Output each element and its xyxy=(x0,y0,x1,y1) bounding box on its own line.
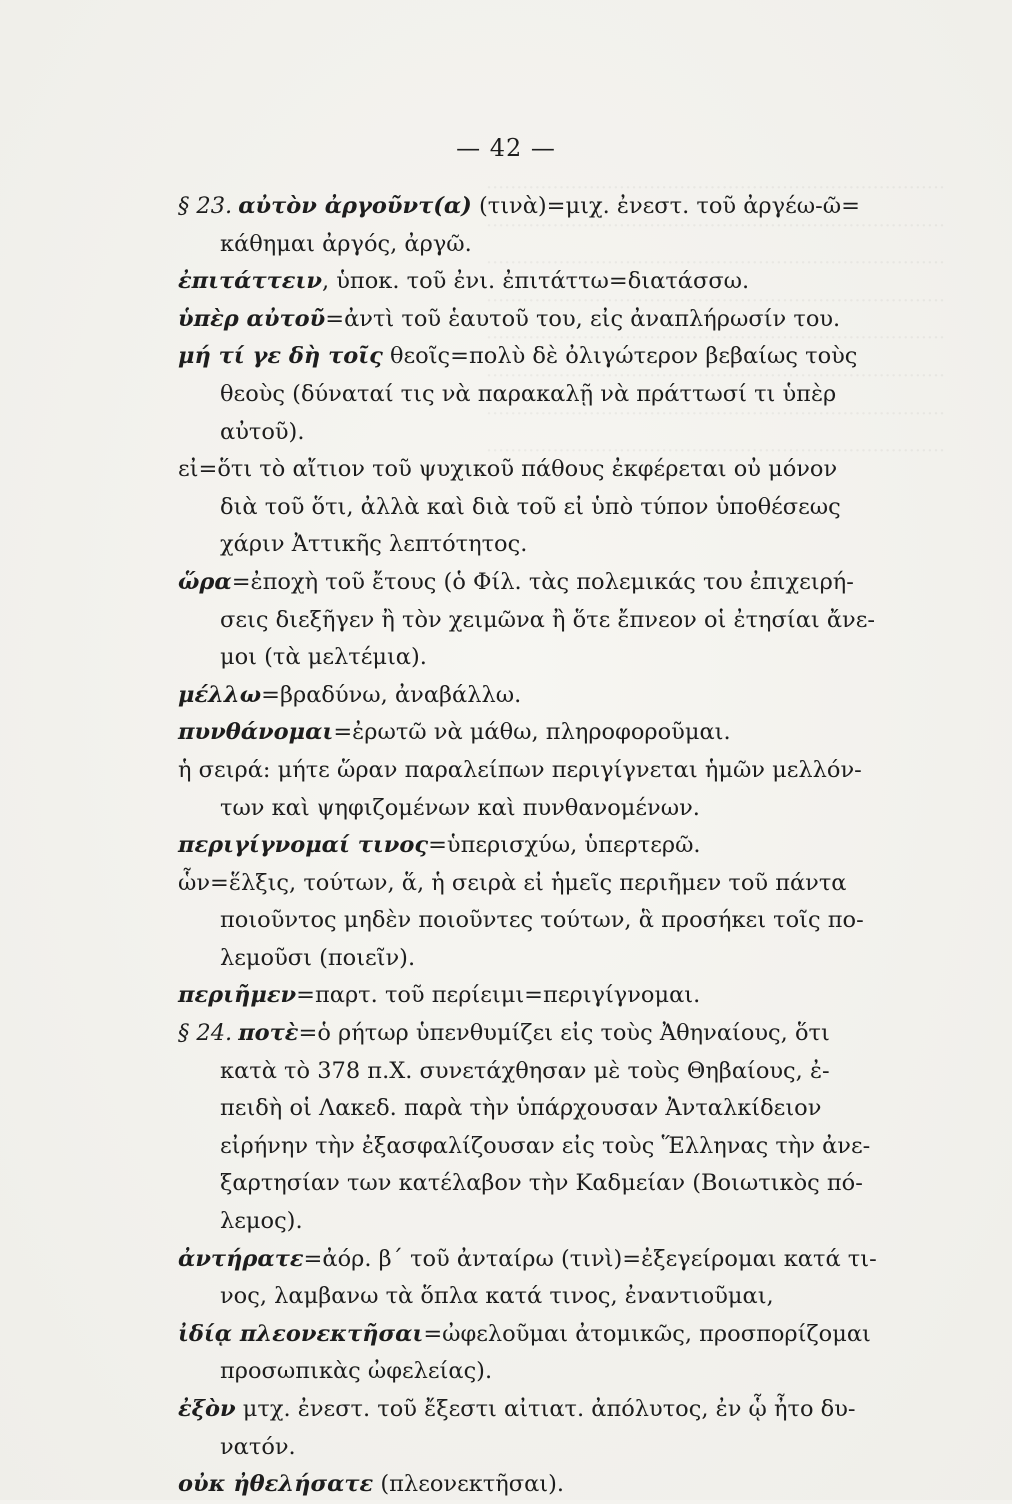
text-line xyxy=(178,263,938,301)
text-line xyxy=(178,865,938,903)
text-line xyxy=(178,752,938,790)
gloss-text: ποιοῦντος μηδὲν ποιοῦντες τούτων, ἃ προσήκει τοῖς πο- xyxy=(220,907,864,934)
gloss-text: θεοῖς=πολὺ δὲ ὀλιγώτερον βεβαίως τοὺς xyxy=(382,343,858,370)
lemma: ὥρα xyxy=(178,568,232,595)
text-line xyxy=(178,564,938,602)
text-line xyxy=(178,827,938,865)
lemma: περιγίγνομαί τινος xyxy=(178,832,429,859)
section-marker: § 24. xyxy=(178,1020,233,1047)
page-number: — 42 — xyxy=(456,134,556,162)
text-line xyxy=(178,902,938,940)
lemma: ἐπιτάττειν xyxy=(178,268,322,295)
text-line xyxy=(178,1466,938,1504)
text-line xyxy=(178,1203,938,1241)
text-line xyxy=(178,940,938,978)
text-line xyxy=(178,1278,938,1316)
gloss-text: σεις διεξῆγεν ἢ τὸν χειμῶνα ἢ ὅτε ἔπνεον οἱ ἐτησίαι ἄνε- xyxy=(220,606,875,633)
text-line xyxy=(178,790,938,828)
text-line xyxy=(178,188,938,226)
lemma: μή τί γε δὴ τοῖς xyxy=(178,343,383,370)
text-line xyxy=(178,1165,938,1203)
text-line xyxy=(178,1429,938,1467)
text-line xyxy=(178,226,938,264)
gloss-text: =ὠφελοῦμαι ἀτομικῶς, προσπορίζομαι xyxy=(423,1320,871,1347)
lemma: αὐτὸν ἀργοῦντ(α) xyxy=(238,193,472,219)
gloss-text: μτχ. ἐνεστ. τοῦ ἔξεστι αἰτιατ. ἀπόλυτος, ἐν ᾧ ἦτο δυ- xyxy=(235,1396,856,1422)
gloss-text: =ὁ ρήτωρ ὑπενθυμίζει εἰς τοὺς Ἀθηναίους, ὅτι xyxy=(298,1020,830,1047)
gloss-text: νατόν. xyxy=(220,1433,296,1460)
text-line xyxy=(178,1090,938,1128)
text-line xyxy=(178,451,938,489)
text-line xyxy=(178,414,938,452)
gloss-text: ὧν=ἕλξις, τούτων, ἅ, ἡ σειρὰ εἰ ἡμεῖς περιῆμεν τοῦ πάντα xyxy=(178,869,847,896)
gloss-text: ξαρτησίαν των κατέλαβον τὴν Καδμείαν (Βοιωτικὸς πό- xyxy=(220,1170,863,1197)
gloss-text: =ἐποχὴ τοῦ ἔτους (ὁ Φίλ. τὰς πολεμικάς του ἐπιχειρή- xyxy=(231,568,854,595)
text-line xyxy=(178,489,938,527)
gloss-text: πειδὴ οἱ Λακεδ. παρὰ τὴν ὑπάρχουσαν Ἀνταλκίδειον xyxy=(220,1095,822,1122)
text-line xyxy=(178,1015,938,1053)
gloss-text: νος, λαμβανω τὰ ὅπλα κατά τινος, ἐναντιοῦμαι, xyxy=(220,1283,774,1310)
text-line xyxy=(178,1353,938,1391)
text-line xyxy=(178,338,938,376)
gloss-text: =ἐρωτῶ νὰ μάθω, πληροφοροῦμαι. xyxy=(333,719,731,746)
gloss-text: (πλεονεκτῆσαι). xyxy=(373,1471,565,1498)
gloss-text: χάριν Ἀττικῆς λεπτότητος. xyxy=(220,531,528,558)
gloss-text: , ὑποκ. τοῦ ἐνι. ἐπιτάττω=διατάσσω. xyxy=(321,268,750,295)
gloss-text: διὰ τοῦ ὅτι, ἀλλὰ καὶ διὰ τοῦ εἰ ὑπὸ τύπον ὑποθέσεως xyxy=(220,493,841,520)
lemma: μέλλω xyxy=(178,681,262,708)
text-line xyxy=(178,1053,938,1091)
gloss-text: =βραδύνω, ἀναβάλλω. xyxy=(261,681,522,708)
text-line xyxy=(178,714,938,752)
text-line xyxy=(178,639,938,677)
gloss-text: ἡ σειρά: μήτε ὥραν παραλείπων περιγίγνεται ἡμῶν μελλόν- xyxy=(178,756,862,783)
commentary-text xyxy=(178,188,938,1504)
text-line xyxy=(178,1316,938,1354)
text-line xyxy=(178,526,938,564)
gloss-text: =παρτ. τοῦ περίειμι=περιγίγνομαι. xyxy=(296,982,701,1009)
text-line xyxy=(178,1241,938,1279)
text-line xyxy=(178,602,938,640)
lemma: περιῆμεν xyxy=(178,982,297,1009)
gloss-text: =ἀόρ. β΄ τοῦ ἀνταίρω (τινὶ)=ἐξεγείρομαι κατά τι- xyxy=(303,1245,877,1272)
lemma: ἐξὸν xyxy=(178,1396,236,1422)
lemma: πυνθάνομαι xyxy=(178,719,334,746)
gloss-text: λεμοῦσι (ποιεῖν). xyxy=(220,944,416,971)
lemma: ποτὲ xyxy=(238,1020,299,1047)
gloss-text: =ὑπερισχύω, ὑπερτερῶ. xyxy=(428,832,701,859)
section-marker: § 23. xyxy=(178,193,233,219)
text-line xyxy=(178,1391,938,1429)
text-line xyxy=(178,376,938,414)
gloss-text: αὐτοῦ). xyxy=(220,418,305,445)
text-line xyxy=(178,677,938,715)
lemma: ὑπὲρ αὐτοῦ xyxy=(178,305,326,332)
text-line xyxy=(178,301,938,339)
lemma: ἰδίᾳ πλεονεκτῆσαι xyxy=(178,1320,424,1347)
gloss-text: εἰρήνην τὴν ἐξασφαλίζουσαν εἰς τοὺς Ἕλληνας τὴν ἀνε- xyxy=(220,1132,871,1159)
gloss-text: κατὰ τὸ 378 π.Χ. συνετάχθησαν μὲ τοὺς Θηβαίους, ἐ- xyxy=(220,1057,830,1084)
text-line xyxy=(178,1128,938,1166)
gloss-text: κάθημαι ἀργός, ἀργῶ. xyxy=(220,230,472,257)
gloss-text: =ἀντὶ τοῦ ἑαυτοῦ του, εἰς ἀναπλήρωσίν του. xyxy=(325,305,841,332)
gloss-text: λεμος). xyxy=(220,1208,303,1235)
gloss-text: προσωπικὰς ὠφελείας). xyxy=(220,1358,493,1385)
lemma: οὐκ ἠθελήσατε xyxy=(178,1471,374,1498)
gloss-text: των καὶ ψηφιζομένων καὶ πυνθανομένων. xyxy=(220,794,700,821)
gloss-text: μοι (τὰ μελτέμια). xyxy=(220,644,427,671)
gloss-text: εἰ=ὅτι τὸ αἴτιον τοῦ ψυχικοῦ πάθους ἐκφέρεται οὐ μόνον xyxy=(178,456,838,483)
gloss-text: θεοὺς (δύναταί τις νὰ παρακαλῇ νὰ πράττωσί τι ὑπὲρ xyxy=(220,380,837,407)
gloss-text: (τινὰ)=μιχ. ἐνεστ. τοῦ ἀργέω-ῶ= xyxy=(471,193,860,219)
text-line xyxy=(178,977,938,1015)
lemma: ἀντήρατε xyxy=(178,1245,304,1272)
